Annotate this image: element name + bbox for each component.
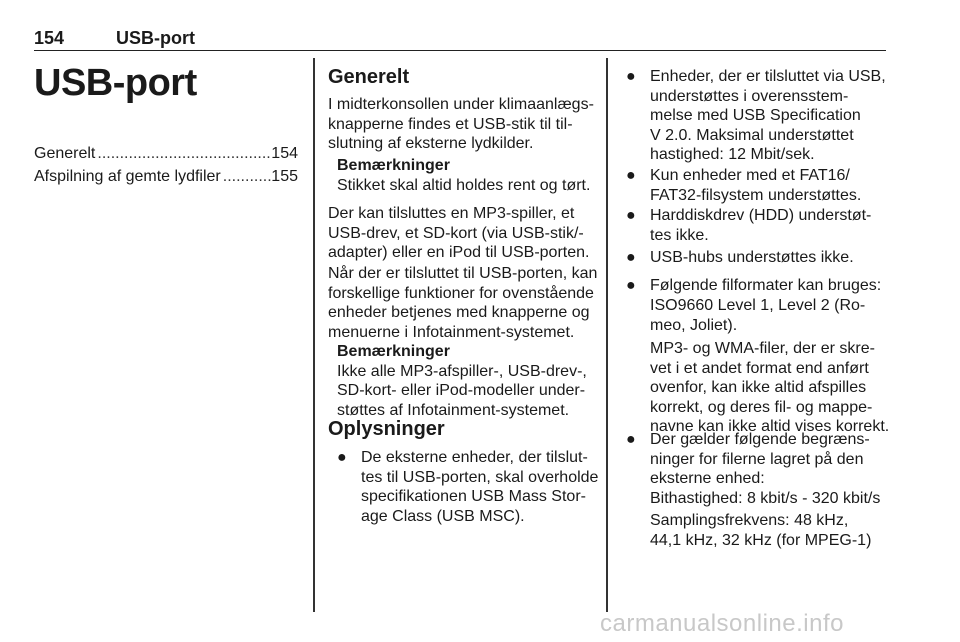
text-line: Harddiskdrev (HDD) understøt- (650, 207, 872, 224)
toc-entry-label: Afspilning af gemte lydfiler (34, 168, 221, 185)
chapter-title: USB-port (34, 62, 197, 104)
text-line: slutning af eksterne lydkilder. (328, 135, 534, 152)
text-line: USB-drev, et SD-kort (via USB-stik/- (328, 224, 584, 242)
text-line: Samplingsfrekvens: 48 kHz, (650, 512, 849, 529)
text-line: tes ikke. (650, 226, 709, 244)
bullet-icon: ● (626, 431, 636, 448)
section-title-oplysninger: Oplysninger (328, 418, 445, 440)
paragraph-functions (328, 264, 598, 342)
text-line: støttes af Infotainment-systemet. (337, 401, 570, 419)
text-line: understøttes i overensstem- (650, 87, 849, 105)
toc-leader-dots (95, 142, 271, 165)
text-line: specifikationen USB Mass Stor- (361, 488, 586, 505)
text-line: meo, Joliet). (650, 316, 738, 334)
bullet-text (650, 276, 881, 296)
toc-entry-page: 154 (271, 145, 298, 162)
bullet-icon: ● (626, 167, 636, 184)
text-line: ISO9660 Level 1, Level 2 (Ro- (650, 297, 866, 314)
formats-mp3-paragraph (650, 339, 890, 437)
text-line: vet i et andet format end anført (650, 359, 869, 377)
text-line: Kun enheder med et FAT16/ (650, 167, 850, 184)
bullet-text (650, 430, 870, 489)
bullet-icon: ● (626, 277, 636, 294)
text-line: Der gælder følgende begræns- (650, 431, 870, 448)
bullet-icon: ● (626, 207, 636, 224)
toc-entry-page: 155 (271, 168, 298, 185)
column-divider-right (606, 58, 608, 612)
running-header (34, 24, 886, 51)
text-line: SD-kort- eller iPod-modeller under- (337, 382, 586, 399)
text-line: Bithastighed: 8 kbit/s - 320 kbit/s (650, 490, 881, 507)
text-line: navne kan ikke altid vises korrekt. (650, 418, 890, 435)
text-line: age Class (USB MSC). (361, 507, 525, 525)
text-line: menuerne i Infotainment-systemet. (328, 323, 575, 341)
note-block-1 (337, 156, 597, 195)
text-line: Stikket skal altid holdes rent og tørt. (337, 176, 591, 194)
text-line: knapperne findes et USB-stik til til- (328, 115, 573, 133)
text-line: Når der er tilsluttet til USB-porten, kan (328, 265, 598, 282)
text-line: forskellige funktioner for ovenstående (328, 284, 594, 302)
toc-entry-generelt[interactable] (34, 142, 298, 165)
text-line: tes til USB-porten, skal overholde (361, 468, 599, 486)
text-line: 44,1 kHz, 32 kHz (for MPEG-1) (650, 531, 872, 549)
bullet-text (650, 67, 886, 165)
text-line: Følgende filformater kan bruges: (650, 277, 882, 294)
paragraph-connectable-devices (328, 204, 598, 263)
bullet-text (650, 206, 871, 245)
header-title: USB-port (116, 28, 195, 48)
text-line: eksterne enhed: (650, 470, 765, 487)
text-line: hastighed: 12 Mbit/sek. (650, 146, 815, 163)
note-block-2 (337, 342, 597, 420)
limits-bitrate-paragraph (650, 489, 890, 509)
text-line: Ikke alle MP3-afspiller-, USB-drev-, (337, 362, 587, 380)
watermark: carmanualsonline.info (600, 610, 844, 637)
text-line: De eksterne enheder, der tilslut- (361, 449, 588, 466)
column-divider-left (313, 58, 315, 612)
text-line: ninger for filerne lagret på den (650, 450, 864, 468)
toc-entry-afspilning[interactable] (34, 165, 298, 188)
bullet-icon: ● (626, 68, 636, 85)
note-title: Bemærkninger (337, 157, 450, 174)
note-title: Bemærkninger (337, 343, 450, 360)
bullet-text (650, 248, 854, 268)
text-line: Der kan tilsluttes en MP3-spiller, et (328, 205, 575, 222)
toc-entry-label: Generelt (34, 145, 96, 162)
page-number: 154 (34, 28, 65, 48)
text-line: I midterkonsollen under klimaanlægs- (328, 96, 594, 113)
toc-leader-dots (221, 165, 272, 188)
text-line: Enheder, der er tilsluttet via USB, (650, 68, 886, 85)
text-line: ovenfor, kan ikke altid afspilles (650, 379, 867, 396)
section-title-generelt: Generelt (328, 66, 410, 88)
text-line: enheder betjenes med knapperne og (328, 304, 590, 321)
text-line: FAT32-filsystem understøttes. (650, 186, 862, 204)
text-line: adapter) eller en iPod til USB-porten. (328, 244, 590, 261)
bullet-text (361, 448, 598, 526)
bullet-text (650, 166, 861, 205)
intro-paragraph (328, 95, 598, 154)
text-line: MP3- og WMA-filer, der er skre- (650, 340, 875, 357)
text-line: melse med USB Specification (650, 107, 861, 124)
bullet-icon: ● (337, 449, 347, 466)
limits-sampling-paragraph (650, 511, 890, 550)
table-of-contents (34, 142, 298, 188)
text-line: V 2.0. Maksimal understøttet (650, 126, 854, 144)
text-line: korrekt, og deres fil- og mappe- (650, 398, 873, 416)
text-line: USB-hubs understøttes ikke. (650, 249, 854, 266)
formats-iso-paragraph (650, 296, 890, 335)
bullet-icon: ● (626, 249, 636, 266)
